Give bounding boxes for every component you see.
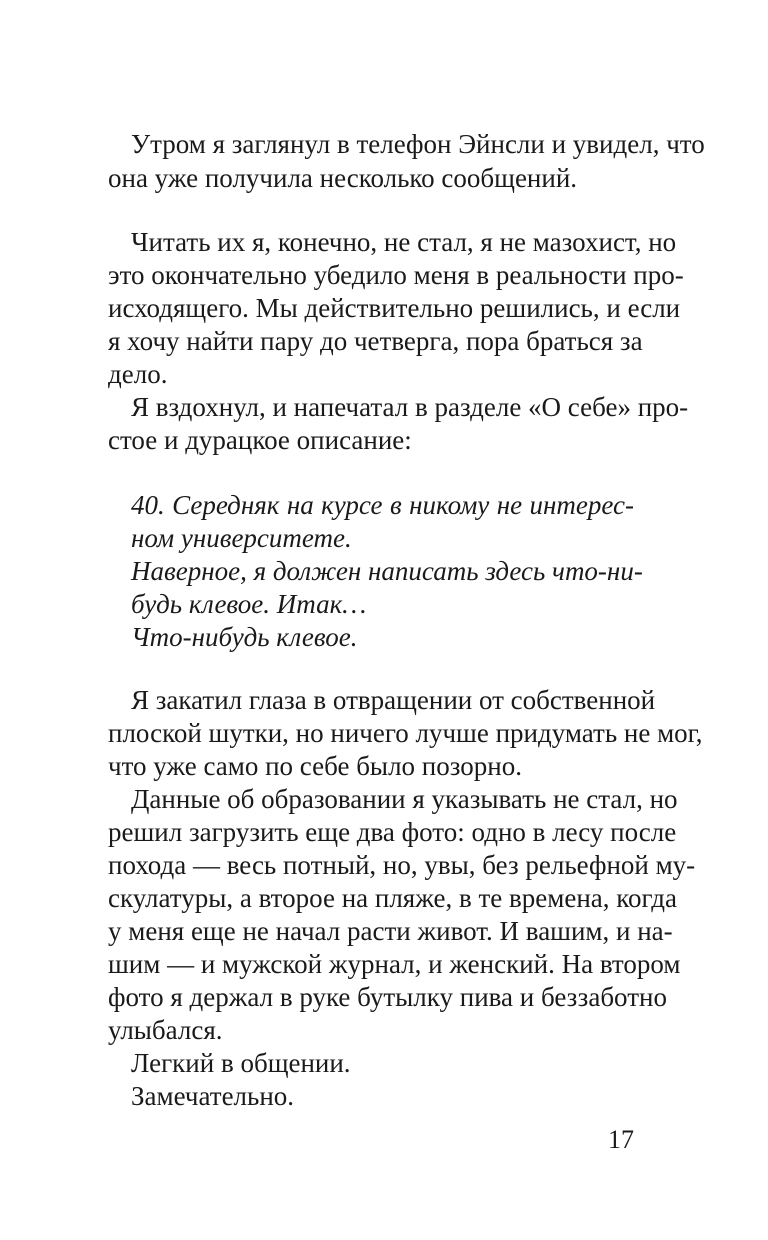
text-line: это окончательно убедило меня в реальности про- — [108, 260, 684, 290]
text-line: улыбался. — [108, 1015, 223, 1045]
text-line: Данные об образовании я указывать не стал, но — [131, 784, 678, 814]
text-line: Я закатил глаза в отвращении от собственной — [131, 685, 656, 715]
text-line: стое и дурацкое описание: — [108, 425, 412, 455]
quote-line: Что-нибудь клевое. — [131, 622, 358, 652]
text-line: шим — и мужской журнал, и женский. На втором — [108, 949, 681, 979]
quote-line: будь клевое. Итак… — [131, 589, 367, 619]
text-line: Я вздохнул, и напечатал в разделе «О себе» про- — [131, 392, 689, 422]
text-line: Утром я заглянул в телефон Эйнсли и увидел, что — [131, 129, 705, 159]
page-number: 17 — [608, 1125, 634, 1154]
quote-line: ном университете. — [131, 523, 352, 553]
text-line: исходящего. Мы действительно решились, и если — [108, 293, 681, 323]
text-line: я хочу найти пару до четверга, пора браться за — [108, 326, 643, 356]
quote-line: 40. Середняк на курсе в никому не интерес- — [131, 490, 634, 520]
text-line: дело. — [108, 359, 168, 389]
quote-line: Наверное, я должен написать здесь что-ни- — [131, 556, 643, 586]
text-line: плоской шутки, но ничего лучше придумать не мог, — [108, 718, 703, 748]
text-line: фото я держал в руке бутылку пива и беззаботно — [108, 982, 667, 1012]
text-line: что уже само по себе было позорно. — [108, 751, 522, 781]
text-line: Легкий в общении. — [131, 1048, 351, 1078]
text-line: решил загрузить еще два фото: одно в лесу после — [108, 817, 677, 847]
text-line: похода — весь потный, но, увы, без рельефной му- — [108, 850, 696, 880]
text-line: скулатуры, а второе на пляже, в те времена, когда — [108, 883, 677, 913]
text-line: Замечательно. — [131, 1081, 295, 1111]
text-line: у меня еще не начал расти живот. И вашим, и на- — [108, 916, 673, 946]
text-line: Читать их я, конечно, не стал, я не мазохист, но — [131, 227, 677, 257]
text-line: она уже получила несколько сообщений. — [108, 163, 578, 193]
